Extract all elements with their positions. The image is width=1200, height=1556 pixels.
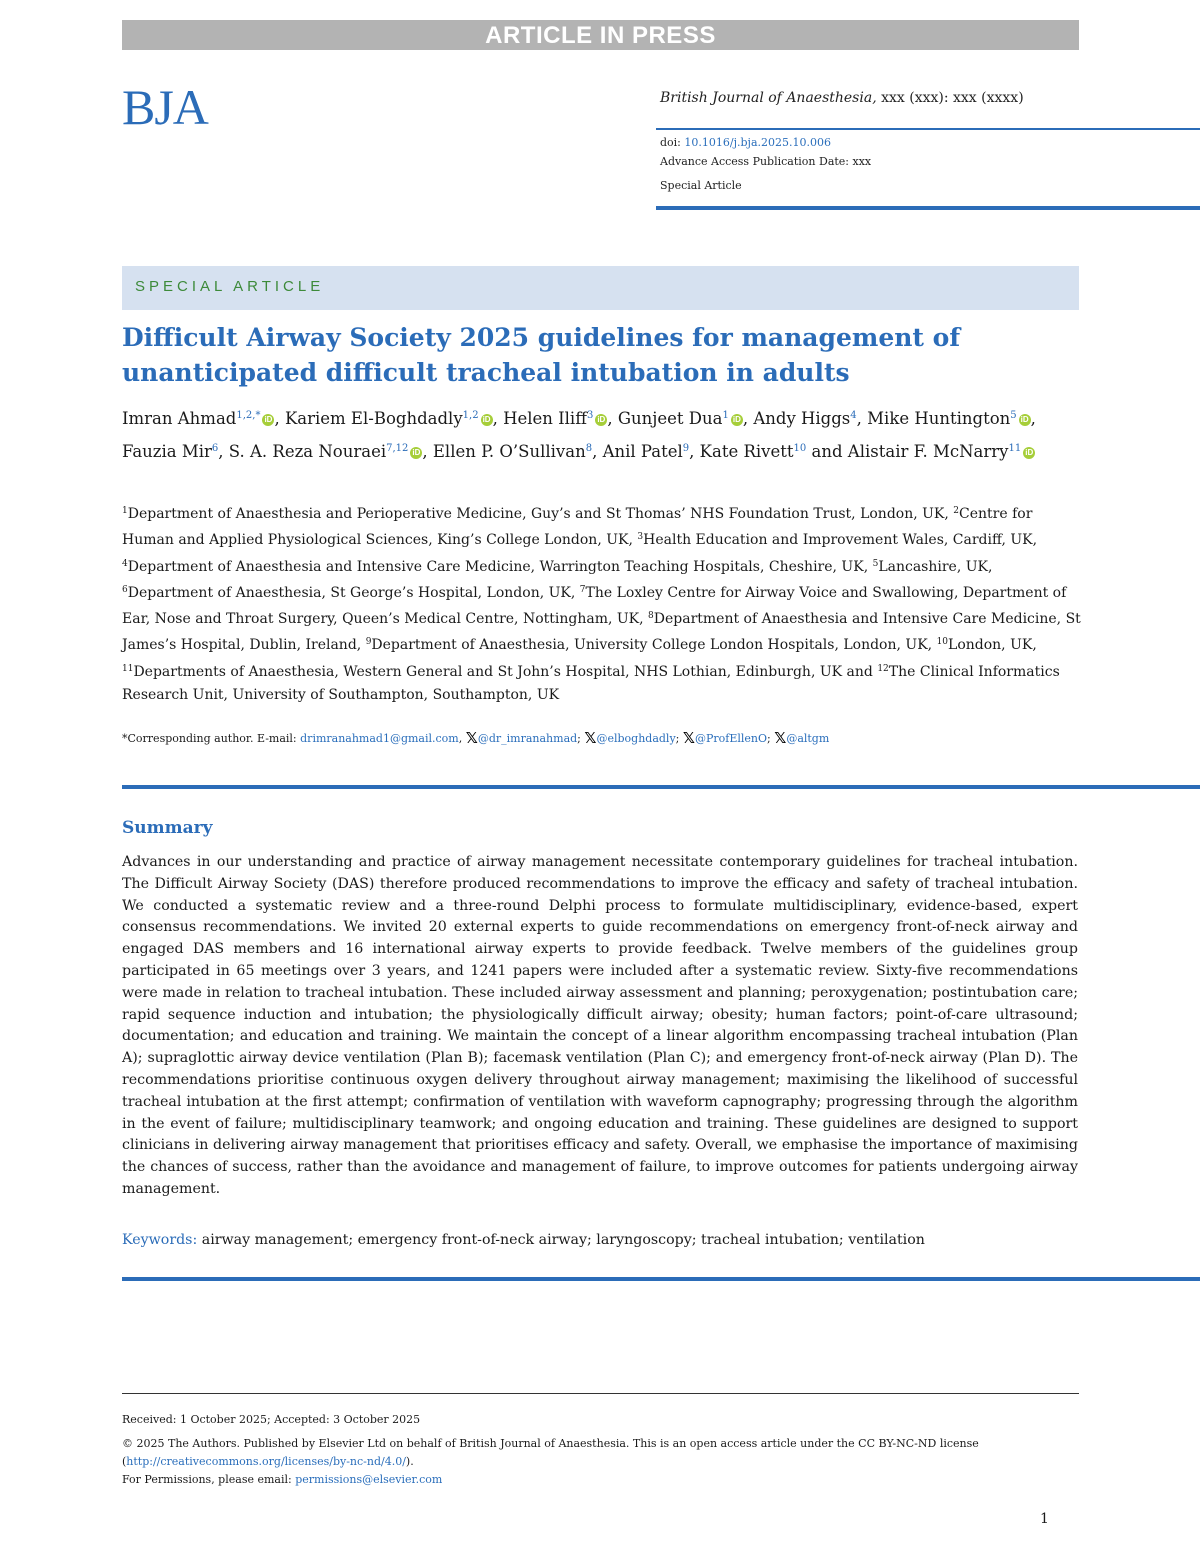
affiliations [122, 500, 1084, 707]
doi-label: doi: [660, 136, 685, 149]
header-rule-top [656, 128, 1200, 130]
x-logo-icon: 𝕏 [584, 729, 597, 747]
orcid-icon[interactable]: iD [1025, 448, 1034, 457]
publication-date: Advance Access Publication Date: xxx [660, 155, 872, 168]
author-separator: , [856, 409, 862, 428]
journal-citation [660, 90, 1024, 106]
affiliation-number: 8 [648, 611, 654, 622]
affiliation-text: Department of Anaesthesia, St George’s Hospital, London, UK, [127, 584, 580, 601]
author-name: Alistair F. McNarry [847, 442, 1009, 461]
keywords [122, 1232, 925, 1248]
author-name: Fauzia Mir [122, 442, 212, 461]
keywords-list: airway management; emergency front-of-neck airway; laryngoscopy; tracheal intubation; ventilation [197, 1232, 925, 1248]
journal-issue: xxx (xxx): xxx (xxxx) [876, 90, 1024, 106]
affiliation-text: Department of Anaesthesia, University College London Hospitals, London, UK, [371, 637, 937, 654]
doi-link[interactable]: 10.1016/j.bja.2025.10.006 [684, 136, 831, 149]
page-number: 1 [1040, 1511, 1049, 1527]
author-name: Anil Patel [602, 442, 683, 461]
author-name: Andy Higgs [753, 409, 851, 428]
article-title [122, 320, 1082, 390]
summary-text: Advances in our understanding and practice of airway management necessitate contemporary guidelines for tracheal intubation. The Difficult Airway Society (DAS) therefore produced recommendations to improve the efficacy and safety of tracheal intubation. We conducted a systematic review and a three-round Delphi process to formulate multidisciplinary, evidence-based, expert consensus recommendations. We invited 20 external experts to guide recommendations on emergency front-of-neck airway and engaged DAS members and 16 international airway experts to provide feedback. Twelve members of the guidelines group participated in 65 meetings over 3 years, and 1241 papers were included after a systematic review. Sixty-five recommendations were made in relation to tracheal intubation. These included airway assessment and planning; peroxygenation; postintubation care; rapid sequence induction and intubation; the physiologically difficult airway; obesity; human factors; point-of-care ultrasound; documentation; and education and training. We maintain the concept of a linear algorithm encompassing tracheal intubation (Plan A); supraglottic airway device ventilation (Plan B); facemask ventilation (Plan C); and emergency front-of-neck airway (Plan D). The recommendations prioritise continuous oxygen delivery throughout airway management; maximising the likelihood of successful tracheal intubation at the first attempt; confirmation of ventilation with waveform capnography; progressing through the algorithm in the event of failure; multidisciplinary teamwork; and ongoing education and training. These guidelines are designed to support clinicians in delivering airway management that prioritises efficacy and safety. Overall, we emphasise the importance of maximising the chances of success, rather than the avoidance and management of failure, to improve outcomes for patients undergoing airway management. [122, 854, 1078, 1197]
copyright-text: © 2025 The Authors. Published by Elsevier Ltd on behalf of British Journal of Anaesthesia. This is an open access article under the CC BY-NC-ND license ( [122, 1437, 979, 1468]
title-line-1: Difficult Airway Society 2025 guidelines for management of [122, 323, 961, 352]
affiliation-text: The Clinical Informatics Research Unit, University of Southampton, Southampton, UK [122, 663, 1060, 704]
x-logo-icon: 𝕏 [465, 729, 478, 747]
header-rule-bottom [656, 206, 1200, 210]
doi-line [660, 136, 831, 149]
affiliation-text: Department of Anaesthesia and Perioperative Medicine, Guy’s and St Thomas’ NHS Foundation Trust, London, UK, [127, 506, 954, 522]
x-handle-2[interactable]: @elboghdadly [596, 732, 676, 745]
author-affiliation-sup: 7,12 [386, 443, 409, 454]
author-affiliation-sup: 5 [1010, 410, 1017, 421]
keywords-label: Keywords: [122, 1232, 198, 1248]
section-label: SPECIAL ARTICLE [135, 278, 325, 295]
affiliation-text: Department of Anaesthesia and Intensive Care Medicine, Warrington Teaching Hospitals, Cheshire, UK, [127, 558, 873, 575]
title-line-2: unanticipated difficult tracheal intubation in adults [122, 358, 850, 387]
corresponding-author: *Corresponding author. E-mail: drimranahmad1@gmail.com, 𝕏@dr_imranahmad; 𝕏@elboghdadly; 𝕏@ProfEllenO; 𝕏@altgm [122, 729, 830, 747]
article-type: Special Article [660, 179, 742, 192]
author-name: Helen Iliff [503, 409, 587, 428]
orcid-icon[interactable]: iD [597, 415, 606, 424]
x-logo-icon: 𝕏 [682, 729, 695, 747]
author-affiliation-sup: 3 [586, 410, 594, 421]
author-separator: , [607, 409, 618, 428]
affiliation-text: The Loxley Centre for Airway Voice and Swallowing, Department of Ear, Nose and Throat Surgery, Queen’s Medical Centre, Nottingham, UK, [122, 584, 1067, 628]
author-name: S. A. Reza Nouraei [228, 442, 387, 461]
corresponding-prefix: *Corresponding author. E-mail: [122, 732, 301, 745]
author-separator: , [689, 442, 695, 461]
author-separator: and [806, 442, 848, 461]
orcid-icon[interactable]: iD [412, 448, 421, 457]
author-affiliation-sup: 1,2 [462, 410, 479, 421]
author-separator: , [492, 409, 504, 428]
author-separator: , [274, 409, 285, 428]
article-in-press-banner: ARTICLE IN PRESS [122, 20, 1079, 50]
permissions-line [122, 1471, 1080, 1489]
affiliation-text: Health Education and Improvement Wales, Cardiff, UK, [643, 532, 1038, 549]
affiliation-text: Department of Anaesthesia and Intensive Care Medicine, St James’s Hospital, Dublin, Ireland, [122, 611, 1081, 654]
received-accepted: Received: 1 October 2025; Accepted: 3 October 2025 [122, 1413, 421, 1426]
author-name: Kariem El-Boghdadly [284, 409, 463, 428]
journal-logo: BJA [122, 79, 208, 135]
author-name: Mike Huntington [867, 409, 1011, 428]
author-list [122, 401, 1082, 467]
author-affiliation-sup: 6 [211, 443, 219, 454]
author-separator: , [1030, 409, 1036, 428]
author-affiliation-sup: 1 [722, 410, 729, 421]
affiliation-number: 12 [877, 663, 889, 674]
author-name: Kate Rivett [699, 442, 794, 461]
permissions-email[interactable]: permissions@elsevier.com [295, 1473, 443, 1486]
x-handle-1[interactable]: @dr_imranahmad [477, 732, 578, 745]
affiliation-number: 2 [953, 506, 960, 516]
author-affiliation-sup: 1,2,* [236, 410, 261, 421]
summary-rule-bottom [122, 1277, 1200, 1281]
journal-name: British Journal of Anaesthesia, [660, 90, 877, 106]
affiliation-number: 5 [872, 558, 879, 569]
corresponding-email[interactable]: drimranahmad1@gmail.com [300, 732, 459, 745]
author-name: Ellen P. O’Sullivan [432, 442, 586, 461]
author-affiliation-sup: 9 [682, 443, 690, 454]
affiliation-text: London, UK, [948, 637, 1037, 654]
affiliation-number: 1 [122, 506, 128, 516]
orcid-icon[interactable]: iD [482, 415, 491, 424]
author-affiliation-sup: 4 [850, 410, 857, 421]
affiliation-number: 11 [122, 663, 134, 674]
summary-rule-top [122, 785, 1200, 789]
author-affiliation-sup: 8 [585, 443, 593, 454]
affiliation-number: 10 [936, 637, 949, 648]
footer-rule [122, 1393, 1079, 1394]
author-separator: , [422, 442, 433, 461]
summary-heading: Summary [122, 818, 213, 838]
affiliation-number: 4 [122, 558, 128, 569]
orcid-icon[interactable]: iD [732, 415, 741, 424]
orcid-icon[interactable]: iD [264, 415, 273, 424]
x-handle-3[interactable]: @ProfEllenO [694, 732, 768, 745]
author-separator: , [592, 442, 603, 461]
affiliation-text: Centre for Human and Applied Physiological Sciences, King’s College London, UK, [122, 506, 1033, 549]
permissions-label: For Permissions, please email: [122, 1473, 296, 1486]
author-name: Imran Ahmad [122, 409, 237, 428]
author-separator: , [218, 442, 229, 461]
license-link[interactable]: http://creativecommons.org/licenses/by-nc-nd/4.0/ [126, 1455, 406, 1468]
affiliation-text: Departments of Anaesthesia, Western General and St John’s Hospital, NHS Lothian, Edinburgh, UK and [133, 663, 878, 680]
affiliation-number: 9 [365, 637, 372, 648]
x-logo-icon: 𝕏 [774, 729, 787, 747]
author-affiliation-sup: 10 [793, 443, 807, 454]
author-name: Gunjeet Dua [617, 409, 723, 428]
orcid-icon[interactable]: iD [1020, 415, 1029, 424]
affiliation-number: 7 [579, 584, 586, 595]
affiliation-text: Lancashire, UK, [878, 558, 993, 575]
author-separator: , [742, 409, 754, 428]
copyright-end: ). [405, 1455, 414, 1468]
affiliation-number: 3 [637, 532, 644, 543]
x-handle-4[interactable]: @altgm [786, 732, 830, 745]
affiliation-number: 6 [122, 584, 128, 595]
copyright-notice [122, 1435, 1080, 1471]
author-affiliation-sup: 11 [1008, 443, 1022, 454]
